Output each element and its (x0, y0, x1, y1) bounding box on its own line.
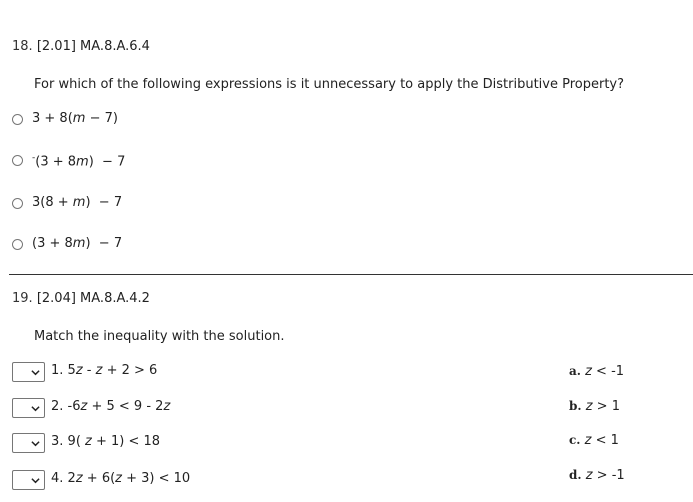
chevron-down-icon (31, 476, 40, 485)
q18-code: [2.01] MA.8.A.6.4 (36, 39, 150, 54)
chevron-down-icon (31, 404, 40, 413)
q19-number: 19. (12, 291, 33, 306)
question-divider (9, 274, 693, 275)
q19-answer-b: b. z > 1 (569, 399, 620, 414)
q18-option-3-label: 3(8 + m) − 7 (32, 195, 123, 210)
q18-number: 18. (12, 39, 33, 54)
q19-prompt: Match the inequality with the solution. (34, 329, 285, 344)
q19-item-4-text: 2z + 6(z + 3) < 10 (67, 471, 191, 486)
q18-option-1-radio[interactable] (12, 114, 23, 125)
q19-answer-c-text: z (584, 433, 592, 448)
q19-answer-b-text: z (585, 399, 593, 414)
q19-answer-d-text: z (585, 468, 593, 483)
q18-option-3-radio[interactable] (12, 198, 23, 209)
q18-option-2-radio[interactable] (12, 155, 23, 166)
q19-item-1-num: 1. (51, 363, 64, 378)
q19-item-3-text: 9( z + 1) < 18 (67, 434, 161, 449)
q19-answer-a-text: z (585, 364, 592, 379)
q18-prompt: For which of the following expressions is it unnecessary to apply the Distributive Property? (34, 77, 625, 92)
q19-answer-d: d. z > -1 (569, 468, 625, 483)
q19-item-2-text: -6z + 5 < 9 - 2z (67, 399, 171, 414)
q19-item-1-text: 5z - z + 2 > 6 (67, 363, 158, 378)
chevron-down-icon (31, 439, 40, 448)
q19-item-2-dropdown[interactable] (12, 398, 45, 418)
q19-item-2 (51, 399, 170, 414)
chevron-down-icon (31, 368, 40, 377)
q19-answer-c: c. z < 1 (569, 433, 619, 448)
q19-item-4 (51, 471, 190, 486)
q19-answer-d-letter: d. (569, 468, 582, 482)
q19-answer-a: a. z < -1 (569, 364, 625, 379)
q19-item-1 (51, 363, 157, 378)
q19-code: [2.04] MA.8.A.4.2 (36, 291, 150, 306)
q19-answer-c-letter: c. (569, 433, 581, 447)
q18-option-2-label: -(3 + 8m) − 7 (32, 153, 126, 170)
q19-item-3-num: 3. (51, 434, 64, 449)
q18-option-4-radio[interactable] (12, 239, 23, 250)
q19-item-3 (51, 434, 160, 449)
q18-option-1-label: 3 + 8(m − 7) (32, 111, 118, 126)
q19-item-4-num: 4. (51, 471, 64, 486)
q19-answer-a-letter: a. (569, 364, 581, 378)
q19-answer-b-letter: b. (569, 399, 582, 413)
q19-item-1-dropdown[interactable] (12, 362, 45, 382)
q18-header (12, 39, 150, 54)
q19-item-2-num: 2. (51, 399, 64, 414)
q18-option-4-label: (3 + 8m) − 7 (32, 236, 123, 251)
q19-item-3-dropdown[interactable] (12, 433, 45, 453)
q19-header (12, 291, 150, 306)
q19-item-4-dropdown[interactable] (12, 470, 45, 490)
